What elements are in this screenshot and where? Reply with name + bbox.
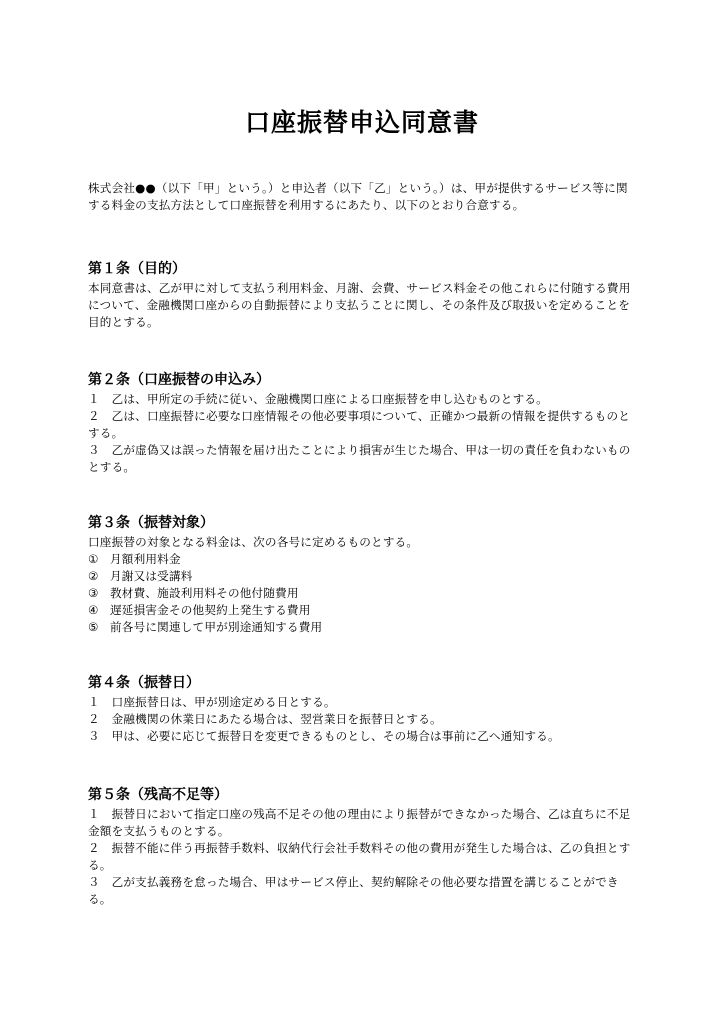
list-item-text: 前各号に関連して甲が別途通知する費用 [110,620,323,634]
list-item-text: 遅延損害金その他契約上発生する費用 [110,603,311,617]
article-4 [88,673,636,745]
list-item [88,619,636,636]
article-4-paragraph-1: １ 口座振替日は、甲が別途定める日とする。 [88,695,336,709]
document-title: 口座振替申込同意書 [244,108,479,137]
article-2-paragraph-3: ３ 乙が虚偽又は誤った情報を届け出たことにより損害が生じた場合、甲は一切の責任を負わないものとする。 [88,443,631,474]
list-item-text: 月謝又は受講料 [110,569,193,583]
article-5-paragraph-2: ２ 振替不能に伴う再振替手数料、収納代行会社手数料その他の費用が発生した場合は、乙の負担とする。 [88,841,631,872]
intro-paragraph: 株式会社●●（以下「甲」という。）と申込者（以下「乙」という。）は、甲が提供するサービス等に関する料金の支払方法として口座振替を利用するにあたり、以下のとおり合意する。 [88,181,628,212]
article-5-body [88,806,636,908]
list-item [88,551,636,568]
article-3-lead: 口座振替の対象となる料金は、次の各号に定めるものとする。 [88,535,419,549]
list-item-marker: ② [88,569,99,583]
article-2 [88,370,636,476]
list-item [88,602,636,619]
article-2-paragraph-1: １ 乙は、甲所定の手続に従い、金融機関口座による口座振替を申し込むものとする。 [88,392,548,406]
article-3-heading: 第３条（振替対象） [88,515,214,531]
article-4-body [88,694,636,745]
list-item [88,585,636,602]
list-item-marker: ④ [88,603,99,617]
list-item-text: 月額利用料金 [110,552,181,566]
list-item-marker: ⑤ [88,620,99,634]
article-5 [88,785,636,908]
list-item-marker: ① [88,552,99,566]
list-item-text: 教材費、施設利用料その他付随費用 [110,586,299,600]
article-1 [88,259,636,331]
article-2-paragraph-2: ２ 乙は、口座振替に必要な口座情報その他必要事項について、正確かつ最新の情報を提供するものとする。 [88,409,631,440]
article-4-heading: 第４条（振替日） [88,675,200,691]
article-3-body [88,534,636,636]
article-3 [88,513,636,636]
article-1-heading: 第１条（目的） [88,261,186,277]
article-1-paragraph-1: 本同意書は、乙が甲に対して支払う利用料金、月謝、会費、サービス料金その他これらに付随する費用について、金融機関口座からの自動振替により支払うことに関し、その条件及び取扱いを定めることを目的とする。 [88,281,631,329]
article-5-paragraph-1: １ 振替日において指定口座の残高不足その他の理由により振替ができなかった場合、乙は直ちに不足金額を支払うものとする。 [88,807,631,838]
article-5-paragraph-3: ３ 乙が支払義務を怠った場合、甲はサービス停止、契約解除その他必要な措置を講じることができる。 [88,875,619,906]
article-4-paragraph-2: ２ 金融機関の休業日にあたる場合は、翌営業日を振替日とする。 [88,712,442,726]
list-item-marker: ③ [88,586,99,600]
article-4-paragraph-3: ３ 甲は、必要に応じて振替日を変更できるものとし、その場合は事前に乙へ通知する。 [88,729,560,743]
list-item [88,568,636,585]
article-5-heading: 第５条（残高不足等） [88,787,228,803]
article-2-heading: 第２条（口座振替の申込み） [88,372,270,388]
article-1-body [88,280,636,331]
article-2-body [88,391,636,476]
